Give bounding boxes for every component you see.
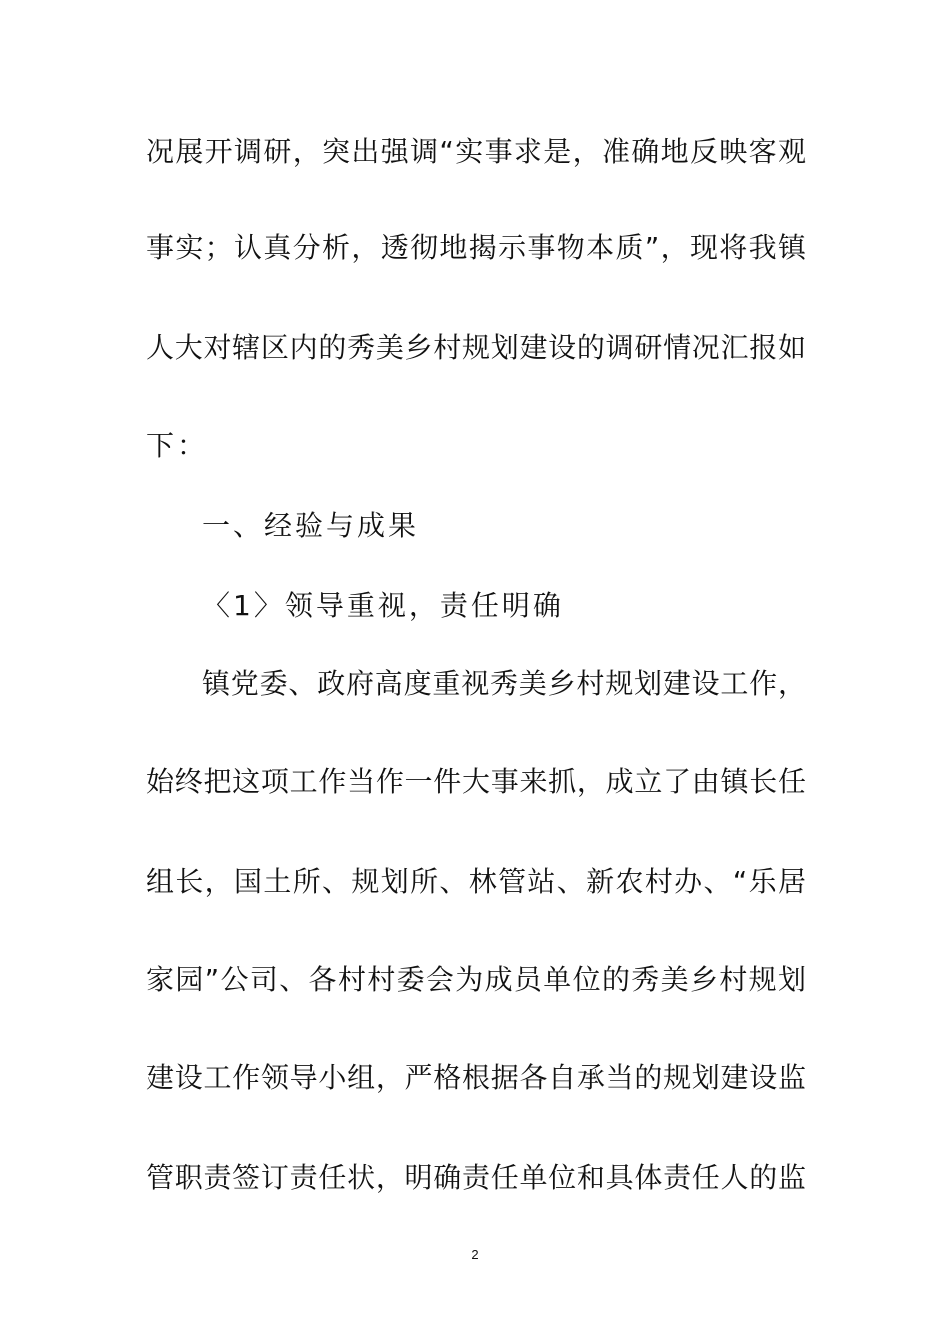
paragraph-line: 事实；认真分析，透彻地揭示事物本质”，现将我镇 (146, 231, 806, 264)
page-number: 2 (471, 1247, 479, 1262)
paragraph-line: 镇党委、政府高度重视秀美乡村规划建设工作， (202, 667, 806, 700)
paragraph-line: 始终把这项工作当作一件大事来抓，成立了由镇长任 (146, 765, 806, 798)
section-heading: 一、经验与成果 (202, 509, 420, 542)
paragraph-line: 家园”公司、各村村委会为成员单位的秀美乡村规划 (146, 963, 806, 996)
paragraph-line: 组长，国土所、规划所、林管站、新农村办、“乐居 (146, 865, 806, 898)
paragraph-line: 人大对辖区内的秀美乡村规划建设的调研情况汇报如 (146, 331, 806, 364)
paragraph-line: 管职责签订责任状，明确责任单位和具体责任人的监 (146, 1161, 806, 1194)
paragraph-line: 建设工作领导小组，严格根据各自承当的规划建设监 (146, 1061, 806, 1094)
paragraph-line: 下： (146, 429, 209, 462)
subsection-heading: 〈1〉领导重视，责任明确 (202, 589, 564, 622)
paragraph-line: 况展开调研，突出强调“实事求是，准确地反映客观 (146, 135, 806, 168)
